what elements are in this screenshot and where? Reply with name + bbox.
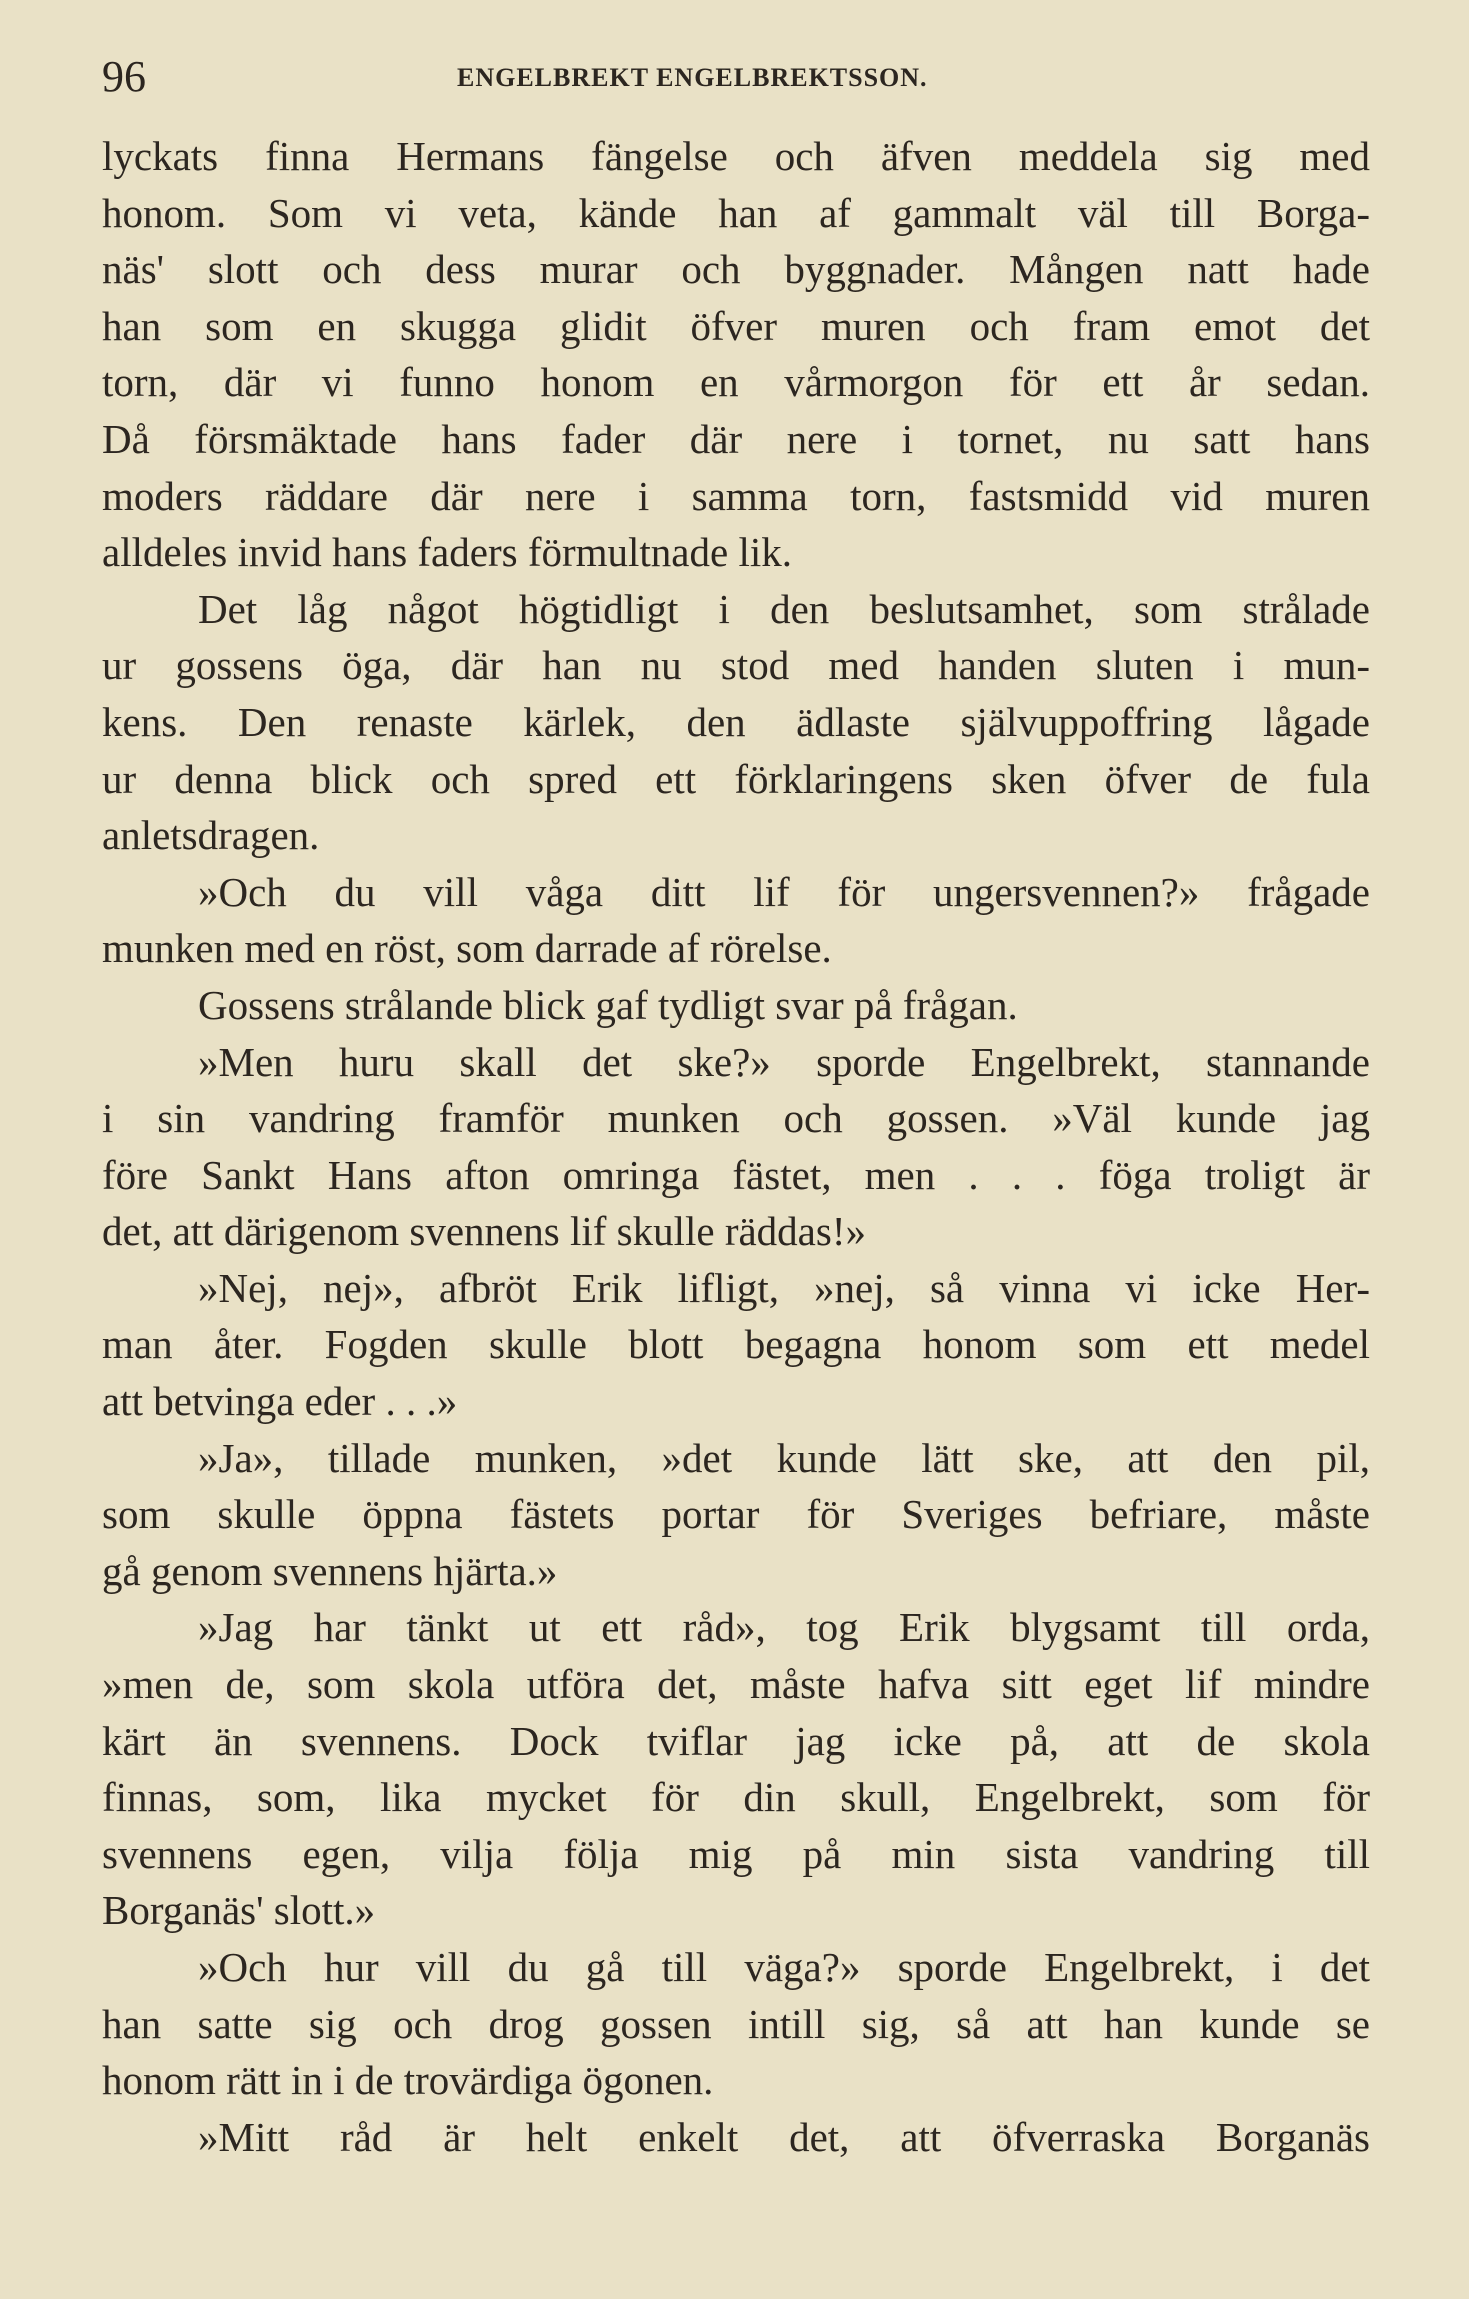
text-line: »Nej, nej», afbröt Erik lifligt, »nej, så vinna vi icke Her- — [198, 1264, 1370, 1311]
text-line: man åter. Fogden skulle blott begagna honom som ett medel — [102, 1321, 1370, 1368]
text-line: Då försmäktade hans fader där nere i tornet, nu satt hans — [102, 415, 1370, 462]
running-title: ENGELBREKT ENGELBREKTSSON. — [457, 63, 928, 92]
text-line: munken med en röst, som darrade af rörelse. — [102, 925, 832, 972]
text-line: kärt än svennens. Dock tviflar jag icke på, att de skola — [102, 1717, 1370, 1764]
text-line: moders räddare där nere i samma torn, fastsmidd vid muren — [102, 472, 1370, 519]
text-line: han som en skugga glidit öfver muren och fram emot det — [102, 302, 1370, 349]
text-line: »Ja», tillade munken, »det kunde lätt ske, att den pil, — [198, 1434, 1370, 1481]
text-line: kens. Den renaste kärlek, den ädlaste självuppoffring lågade — [102, 698, 1370, 745]
text-line: »men de, som skola utföra det, måste hafva sitt eget lif mindre — [102, 1661, 1370, 1708]
text-line: alldeles invid hans faders förmultnade lik. — [102, 529, 792, 576]
text-line: Gossens strålande blick gaf tydligt svar på frågan. — [198, 981, 1018, 1028]
text-line: som skulle öppna fästets portar för Sveriges befriare, måste — [102, 1491, 1370, 1538]
text-line: gå genom svennens hjärta.» — [102, 1547, 558, 1594]
page-header — [102, 52, 1362, 102]
text-line: att betvinga eder . . .» — [102, 1378, 458, 1425]
text-line: ur denna blick och spred ett förklaringens sken öfver de fula — [102, 755, 1370, 802]
body-text — [102, 128, 1370, 2165]
page-number: 96 — [102, 52, 146, 101]
text-line: ur gossens öga, där han nu stod med handen sluten i mun- — [102, 642, 1370, 689]
text-line: Det låg något högtidligt i den beslutsamhet, som strålade — [198, 585, 1370, 632]
text-line: i sin vandring framför munken och gossen. »Väl kunde jag — [102, 1095, 1370, 1142]
text-line: »Mitt råd är helt enkelt det, att öfverraska Borganäs — [198, 2113, 1370, 2160]
text-line: torn, där vi funno honom en vårmorgon för ett år sedan. — [102, 359, 1370, 406]
text-line: anletsdragen. — [102, 812, 320, 859]
text-line: »Och du vill våga ditt lif för ungersvennen?» frågade — [198, 868, 1370, 915]
text-line: lyckats finna Hermans fängelse och äfven meddela sig med — [102, 133, 1370, 179]
text-line: finnas, som, lika mycket för din skull, Engelbrekt, som för — [102, 1774, 1370, 1821]
text-line: före Sankt Hans afton omringa fästet, men . . . föga troligt är — [102, 1151, 1370, 1198]
text-line: honom. Som vi veta, kände han af gammalt väl till Borga- — [102, 189, 1370, 236]
text-line: honom rätt in i de trovärdiga ögonen. — [102, 2057, 714, 2104]
text-line: »Och hur vill du gå till väga?» sporde Engelbrekt, i det — [198, 1944, 1370, 1990]
text-line: »Men huru skall det ske?» sporde Engelbrekt, stannande — [198, 1038, 1370, 1085]
text-line: svennens egen, vilja följa mig på min sista vandring till — [102, 1830, 1370, 1877]
text-line: näs' slott och dess murar och byggnader. Mången natt hade — [102, 246, 1370, 293]
text-line: han satte sig och drog gossen intill sig, så att han kunde se — [102, 2000, 1370, 2047]
text-line: Borganäs' slott.» — [102, 1887, 376, 1934]
text-line: »Jag har tänkt ut ett råd», tog Erik blygsamt till orda, — [198, 1604, 1370, 1651]
text-line: det, att därigenom svennens lif skulle räddas!» — [102, 1208, 866, 1255]
